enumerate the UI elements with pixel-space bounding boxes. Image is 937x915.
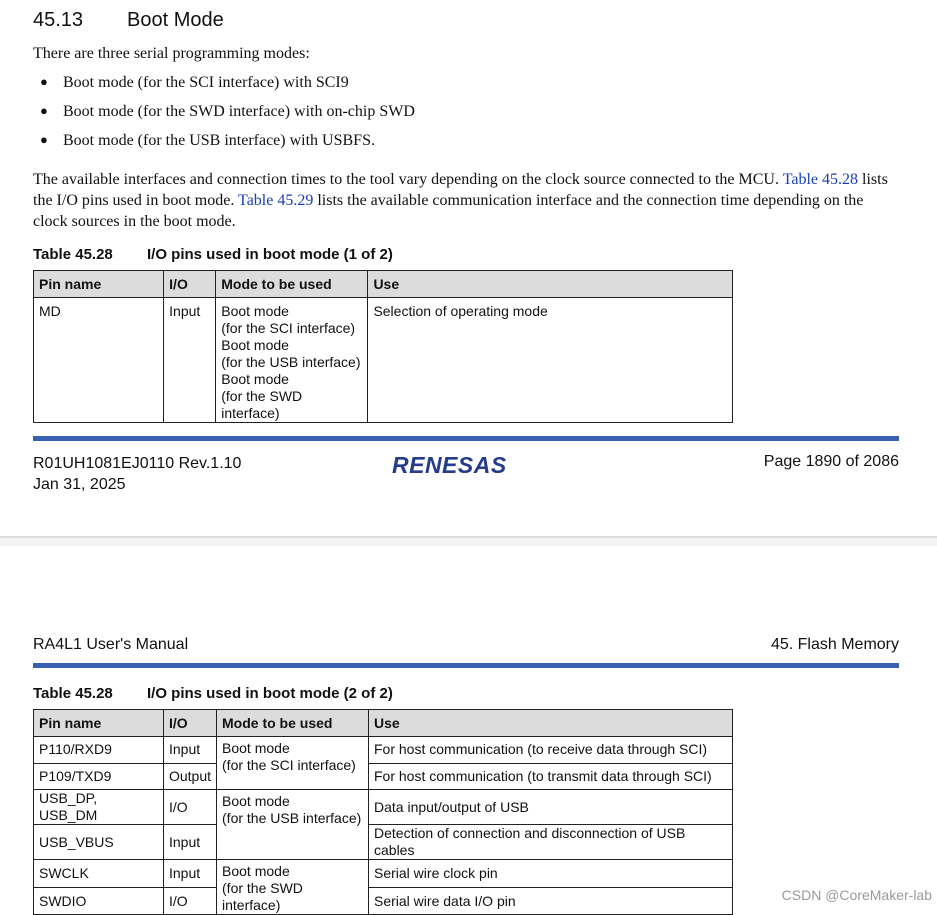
cell-pin: SWCLK bbox=[34, 860, 164, 888]
col-header-pin-name: Pin name bbox=[34, 271, 164, 298]
renesas-logo bbox=[390, 451, 546, 484]
bullet-item: ● Boot mode (for the SWD interface) with on-chip SWD bbox=[40, 103, 415, 120]
cell-use: Selection of operating mode bbox=[368, 298, 733, 423]
header-rule bbox=[33, 663, 899, 668]
description-paragraph: The available interfaces and connection times to the tool vary depending on the clock source connected to the MCU. Table 45.28 lists the I/O pins used in boot mode. Table 45.29 lists the available communication interface and the connection time depending on the clock sources in the boot mode. bbox=[33, 171, 888, 230]
table-45-29-link[interactable]: Table 45.29 bbox=[238, 192, 314, 209]
cell-io: Input bbox=[163, 825, 216, 860]
footer-rule bbox=[33, 436, 899, 441]
bullet-item: ● Boot mode (for the SCI interface) with SCI9 bbox=[40, 74, 349, 91]
table-row bbox=[34, 298, 733, 423]
table-row bbox=[34, 737, 733, 764]
cell-use: Detection of connection and disconnection of USB cables bbox=[369, 825, 733, 860]
cell-io: I/O bbox=[163, 887, 216, 915]
cell-use: Serial wire clock pin bbox=[369, 860, 733, 888]
table-45-28-link[interactable]: Table 45.28 bbox=[782, 171, 858, 188]
cell-pin: P109/TXD9 bbox=[34, 763, 164, 790]
cell-mode: Boot mode (for the SCI interface) Boot mode (for the USB interface) Boot mode (for the SWD interface) bbox=[216, 298, 368, 423]
cell-pin: SWDIO bbox=[34, 887, 164, 915]
cell-pin: USB_DP, USB_DM bbox=[34, 790, 164, 825]
intro-text: There are three serial programming modes: bbox=[33, 45, 310, 62]
section-number: 45.13 bbox=[33, 9, 84, 31]
manual-title: RA4L1 User's Manual bbox=[33, 636, 189, 653]
bullet-item: ● Boot mode (for the USB interface) with USBFS. bbox=[40, 132, 375, 149]
col-header-use: Use bbox=[368, 271, 733, 298]
bullet-dot-icon: ● bbox=[40, 132, 48, 147]
cell-use: Serial wire data I/O pin bbox=[369, 887, 733, 915]
cell-use: For host communication (to transmit data through SCI) bbox=[369, 763, 733, 790]
cell-mode: Boot mode (for the USB interface) bbox=[217, 790, 369, 860]
doc-date: Jan 31, 2025 bbox=[33, 476, 126, 493]
table1-caption: Table 45.28 I/O pins used in boot mode (1 of 2) bbox=[33, 246, 393, 263]
page-gap bbox=[0, 538, 937, 546]
cell-io: Input bbox=[164, 298, 216, 423]
watermark: CSDN @CoreMaker-lab bbox=[781, 887, 932, 903]
io-pins-table-part1 bbox=[33, 270, 733, 423]
footer-doc-info bbox=[33, 453, 241, 495]
cell-mode: Boot mode (for the SCI interface) bbox=[217, 737, 369, 790]
col-header-mode: Mode to be used bbox=[217, 710, 369, 737]
cell-io: Output bbox=[163, 763, 216, 790]
section-title: Boot Mode bbox=[127, 9, 224, 31]
table-row bbox=[34, 887, 733, 915]
bullet-dot-icon: ● bbox=[40, 103, 48, 118]
cell-use: For host communication (to receive data through SCI) bbox=[369, 737, 733, 764]
cell-io: Input bbox=[163, 860, 216, 888]
page-number: Page 1890 of 2086 bbox=[763, 453, 899, 470]
col-header-io: I/O bbox=[164, 271, 216, 298]
cell-pin: MD bbox=[34, 298, 164, 423]
io-pins-table-part2 bbox=[33, 709, 733, 915]
col-header-pin-name: Pin name bbox=[34, 710, 164, 737]
svg-text:RENESAS: RENESAS bbox=[392, 452, 507, 478]
cell-pin: P110/RXD9 bbox=[34, 737, 164, 764]
bullet-dot-icon: ● bbox=[40, 74, 48, 89]
table-row bbox=[34, 860, 733, 888]
section-heading bbox=[33, 9, 224, 32]
col-header-use: Use bbox=[369, 710, 733, 737]
table-row bbox=[34, 790, 733, 825]
col-header-io: I/O bbox=[163, 710, 216, 737]
cell-mode: Boot mode (for the SWD interface) bbox=[217, 860, 369, 915]
cell-io: Input bbox=[163, 737, 216, 764]
chapter-title: 45. Flash Memory bbox=[770, 636, 899, 653]
doc-id: R01UH1081EJ0110 Rev.1.10 bbox=[33, 455, 242, 472]
cell-pin: USB_VBUS bbox=[34, 825, 164, 860]
cell-use: Data input/output of USB bbox=[369, 790, 733, 825]
table2-caption: Table 45.28 I/O pins used in boot mode (2 of 2) bbox=[33, 685, 393, 702]
table-row bbox=[34, 825, 733, 860]
table-row bbox=[34, 763, 733, 790]
col-header-mode: Mode to be used bbox=[216, 271, 368, 298]
cell-io: I/O bbox=[163, 790, 216, 825]
